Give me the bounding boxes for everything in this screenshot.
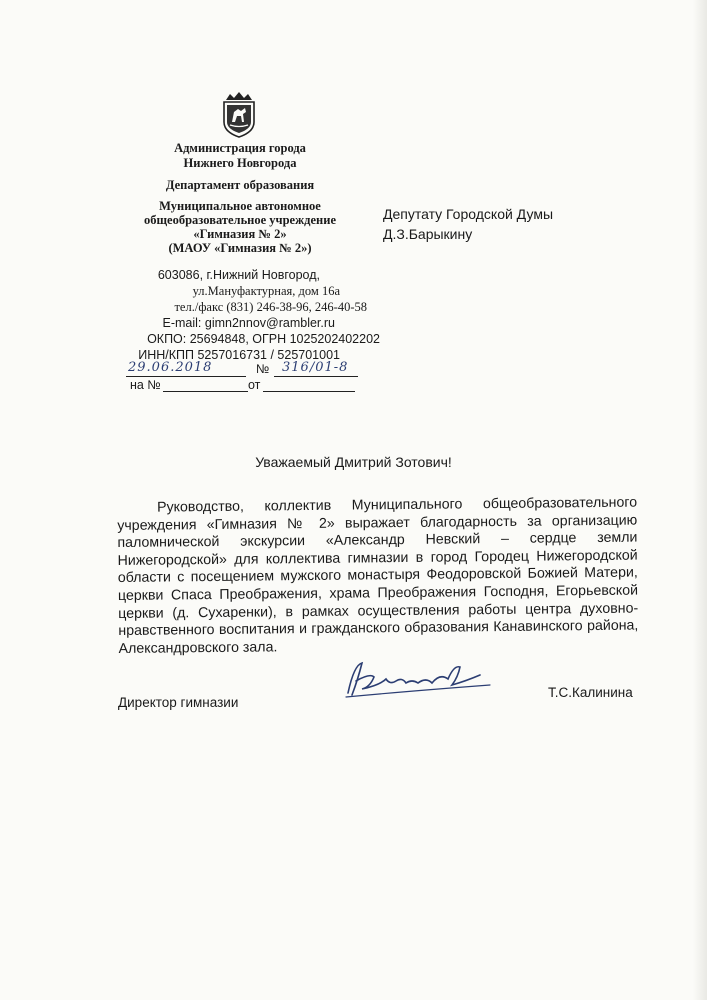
outgoing-date-handwritten: 29.06.2018 [128,360,213,375]
addressee-line-1: Депутату Городской Думы [383,206,554,222]
org-line-2: общеобразовательное учреждение [144,213,336,227]
admin-line-2: Нижнего Новгорода [183,156,297,170]
scan-edge-shadow [693,0,707,1000]
org-line-3: «Гимназия № 2» [193,227,287,241]
outgoing-number-line [274,376,358,377]
outgoing-number-sign: № [256,362,270,376]
salutation: Уважаемый Дмитрий Зотович! [255,454,452,470]
department-line: Департамент образования [165,178,315,192]
okpo-line: ОКПО: 25694848, ОГРН 1025202402202 [147,332,380,346]
outgoing-date-line [126,376,246,377]
addressee [383,204,553,244]
reply-number-line [163,391,248,392]
address-line-2: ул.Мануфактурная, дом 16а [192,284,340,298]
org-line-1: Муниципальное автономное [159,199,321,213]
signatory-role: Директор гимназии [118,695,239,710]
inn-line: ИНН/КПП 5257016731 / 525701001 [138,348,340,362]
city-coat-of-arms-icon [220,92,258,138]
address-line-1: 603086, г.Нижний Новгород, [157,268,320,282]
signatory-name: Т.С.Калинина [548,685,633,700]
reply-date-label: от [248,378,261,392]
handwritten-signature [340,655,500,700]
org-line-4: (МАОУ «Гимназия № 2») [168,241,312,255]
reply-date-line [263,391,355,392]
reply-number-label: на № [130,378,161,392]
email-line: E-mail: gimn2nnov@rambler.ru [162,316,335,330]
addressee-line-2: Д.З.Барыкину [383,226,473,242]
letter-body: Руководство, коллектив Муниципального общеобразовательного учреждения «Гимназия № 2» выражает благодарность за организацию паломнической экскурсии «Александр Невский – сердце земли Нижегородской» для коллектива гимназии в город Городец Нижегородской области с посещением мужского монастыря Феодоровской Божией Матери, церкви Спаса Преображения, храма Преображения Господня, Егорьевской церкви (д. Сухаренки), в рамках осуществления работы центра духовно-нравственного воспитания и гражданского образования Канавинского района, Александровского зала. [117,494,639,657]
phone-line: тел./факс (831) 246-38-96, 246-40-58 [174,300,367,314]
outgoing-number-handwritten: 316/01-8 [282,360,349,375]
admin-line-1: Администрация города [174,141,306,155]
